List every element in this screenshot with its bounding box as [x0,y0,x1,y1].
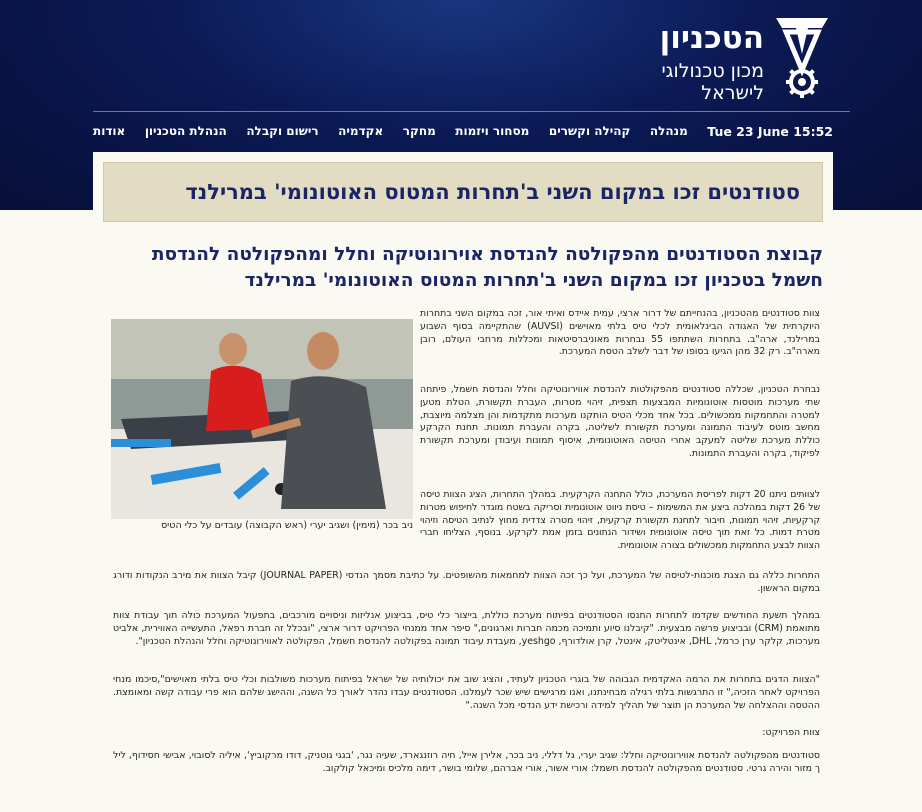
date-time-display: Tue 23 June 15:52 [707,123,833,139]
logo-title: הטכניון [659,20,764,56]
article-paragraph: "הצוות הדגים בתחרות את הרמה האקדמית הגבוהה של בוגרי הטכניון לעתיד, והציג שוב את יכולותיה של ישראל בפיתוח מערכות משולבות וכלי טיס בלתי מאוישים",סיכמו מנחי הפרויקט לאחר הזכיה," זו התרגשות בלתי רגילה מבחינתנו, ואנו מרגישים שיש שכר לעמלנו. הסטודנטים עבדו נהדר לאורך כל השנה, וההישג שלהם הוא פרי עבודה קשה ומאומצת. ההטסה וההצלחה של המערכת הן תוצר של תהליך למידה ורכישת ידע הנדסי מכל השנה." [113,674,820,711]
logo-subtitle-2: לישראל [701,82,764,104]
logo-subtitle-1: מכון טכנולוגי [661,60,764,82]
main-nav [93,118,833,144]
page-title: סטודנטים זכו במקום השני ב'תחרות המטוס האוטונומי' במרילנד [185,180,800,204]
page-title-box [103,162,823,222]
article-paragraph: במהלך תשעת החודשים שקדמו לתחרות התנסו הסטודנטים בפיתוח מערכת כוללת, בייצור כלי טיס, בביצוע אנליזות וניסויים מורכבים, בתפעול המערכת כולה תוך עבודת צוות מתואמת (CRM) ובביצוע פרשה מבצעית. "קיבלנו סיוע ותמיכה מכמה חברות וארגונים," סיפר אחד ממנחי הפרויקט דרור ארצי, "ובכלל זה חברת רפאל, התעשייה האווירית, אלביט מערכות, קלקר ערן כרמל, DHL, אינטליטק, אינטל, קרן אולדורף, yeshgo, מעבדת עיבוד תמונה בפקולטה להנדסת חשמל, הפקולטה לאווירונוטיקה וחלל והנהלת הטכניון". [113,610,820,647]
nav-item-about[interactable]: אודות [93,124,126,138]
main-content [93,152,833,812]
article-photo[interactable] [111,319,413,519]
article-paragraph: נבחרת הטכניון, שכללה סטודנטים מהפקולטות להנדסת אווירונוטיקה וחלל והנדסת חשמל, פיתחה שתי מערכות מוטסות אוטונומיות המבצעות תצפית, זיהוי מטרות, העברת תקשורת, הטלת מטען למטרה והתחמקות ממכשולים. בכל אחד מכלי הטיס הותקנו מערכות מתקדמות והן מצלמה מיוצבת, מחשב מוטס לעיבוד התמונה ומערכת תקשורת לשליטה, בקרה והעברת תמונות. תחנת הקרקע כוללת מערכת שליטה למעקב אחרי הטיסה האוטונומית, איסוף תמונות ועיבודן ומערכת תקשורת לפיקוד, בקרה והעברת התמונות. [420,384,820,459]
article-headline: קבוצת הסטודנטים מהפקולטה להנדסת אוירונוטיקה וחלל ומהפקולטה להנדסת חשמל בטכניון זכו במקום השני ב'תחרות המטוס האוטונומי' במרילנד [151,244,823,291]
nav-item-commercialization[interactable]: מסחור ויזמות [455,124,530,138]
nav-item-management[interactable]: הנהלת הטכניון [144,124,227,138]
technion-logo[interactable] [632,14,832,104]
nav-item-community[interactable]: קהילה וקשרים [548,124,631,138]
technion-emblem-icon [772,14,832,100]
header-divider [93,111,850,112]
team-heading: צוות הפרויקט: [762,727,820,738]
photo-caption: ניב בכר (מימין) ושגיב יערי (ראש הקבוצה) עובדים על כלי הטיס [161,520,413,531]
article-paragraph: צוות סטודנטים מהטכניון, בהנחייתם של דרור ארצי, עמית איידס ואיתי אור, זכה במקום השני בתחרות היוקרתית של האגודה הבינלאומית לכלי טיס בלתי מאוישים (AUVSI) שהתקיימה בסוף השבוע במרילנד, ארה"ב. בתחרות השתתפו 55 נבחרות מאוניברסיטאות ומכללות מרחבי העולם, רובן מארה"ב. רק 32 מהן הגיעו בסופו של דבר לשלב הטסת המערכת. [420,308,820,358]
nav-item-academia[interactable]: אקדמיה [338,124,384,138]
team-members: סטודנטים מהפקולטה להנדסת אווירונוטיקה וחלל: שגיב יערי, גל דללי, ניב בכר, אלירן אייל, חיה רוזנגארד, שעיה נגר, 'בגגי גוטניק, דודו מרקוביץ', איליה לסובוי, אבישי חסידוף, ליל ך מזור והירה גרטי. סטודנטים מהפקולטה להנדסת חשמל: אורי אשור, אורי אברהם, שלומי בושר, דימה מלכיס ומיכאל קולקוב. [113,750,820,774]
article-paragraph [420,489,820,553]
article-paragraph: התחרות כללה גם הצגת מוכנות-לטיסה של המערכת, ועל כך זכה הצוות למחמאות מהשופטים. על כתיבת מסמך הנדסי (JOURNAL PAPER) קיבל הצוות את מירב הנקודות ודורג במקום הראשון. [113,570,820,594]
nav-item-admissions[interactable]: רישום וקבלה [246,124,319,138]
nav-item-administration[interactable]: מנהלה [649,124,688,138]
nav-item-research[interactable]: מחקר [402,124,436,138]
article-paragraph-text: לצוותים ניתנו 20 דקות לפריסת המערכת, כולל התחנה הקרקעית. במהלך התחרות, הציג הצוות טיסה של 26 דקות במהלכה ביצע את המשימות – טיסת ניווט אוטונומית וסריקה בשטח מוגדר לחיפוש מטרות קרקעיות, זיהוי תמונות, חיבור לתחנת תקשורת קרקעית, זיהוי מטרה צדדית מחוץ לנתיב הטיסה וזיהוי מטרת דמות. כל זאת תוך טיסה אוטונומית ושידור הנתונים בזמן אמת לקרקע. בנוסף, הצליחו חברי הצוות לבצע התחמקות ממכשולים בצורה אוטונומית. [420,489,821,552]
